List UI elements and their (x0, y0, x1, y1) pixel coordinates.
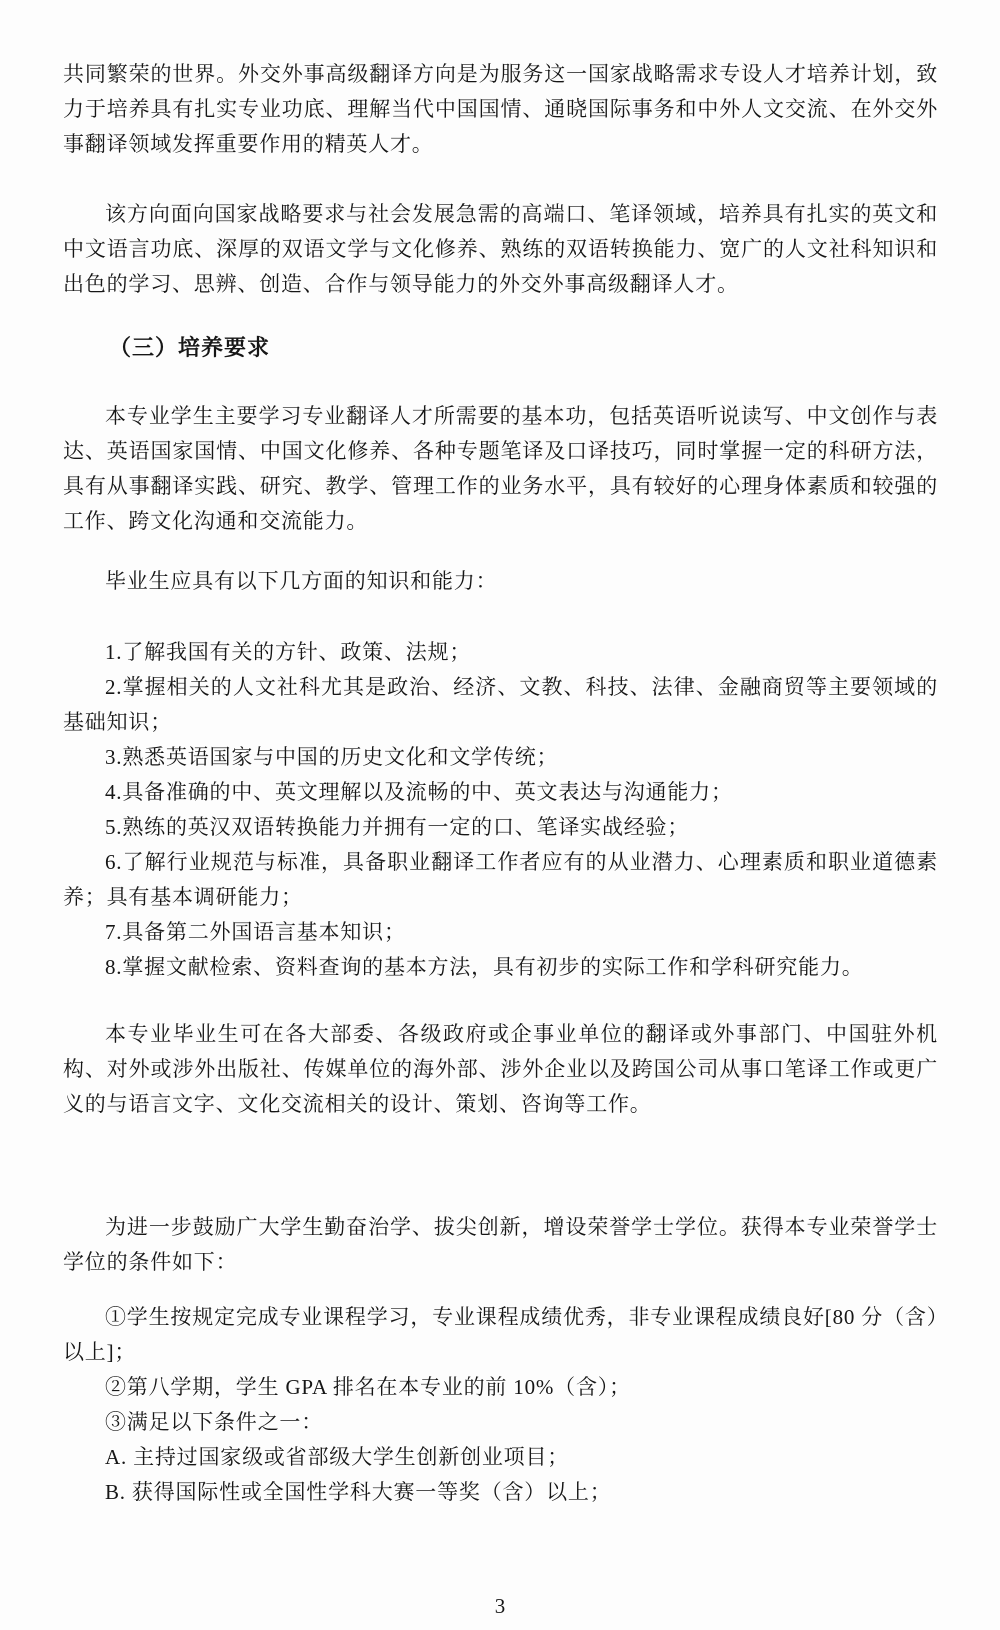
knowledge-ability-list (63, 635, 938, 985)
paragraph-training-foundation: 本专业学生主要学习专业翻译人才所需要的基本功，包括英语听说读写、中文创作与表达、英语国家国情、中国文化修养、各种专题笔译及口译技巧，同时掌握一定的科研方法，具有从事翻译实践、研究、教学、管理工作的业务水平，具有较好的心理身体素质和较强的工作、跨文化沟通和交流能力。 (63, 404, 938, 533)
paragraph-program-mission-continuation: 共同繁荣的世界。外交外事高级翻译方向是为服务这一国家战略需求专设人才培养计划，致力于培养具有扎实专业功底、理解当代中国国情、通晓国际事务和中外人文交流、在外交外事翻译领域发挥重要作用的精英人才。 (63, 62, 938, 156)
paragraph-honor-degree-intro: 为进一步鼓励广大学生勤奋治学、拔尖创新，增设荣誉学士学位。获得本专业荣誉学士学位的条件如下： (63, 1215, 938, 1274)
list-item-honor-condition-3a: A. 主持过国家级或省部级大学生创新创业项目； (105, 1445, 570, 1469)
list-item-requirement-2: 2.掌握相关的人文社科尤其是政治、经济、文教、科技、法律、金融商贸等主要领域的基础知识； (63, 675, 938, 734)
paragraph-program-direction: 该方向面向国家战略要求与社会发展急需的高端口、笔译领域，培养具有扎实的英文和中文语言功底、深厚的双语文学与文化修养、熟练的双语转换能力、宽广的人文社科知识和出色的学习、思辨、创造、合作与领导能力的外交外事高级翻译人才。 (63, 202, 938, 296)
page-number: 3 (494, 1594, 506, 1618)
list-item-requirement-6: 6.了解行业规范与标准，具备职业翻译工作者应有的从业潜力、心理素质和职业道德素养；具有基本调研能力； (63, 850, 938, 909)
list-item-honor-condition-2: ②第八学期，学生 GPA 排名在本专业的前 10%（含）； (105, 1375, 631, 1399)
list-item-requirement-7: 7.具备第二外国语言基本知识； (105, 920, 406, 944)
list-item-honor-condition-3: ③满足以下条件之一： (105, 1410, 323, 1434)
list-item-requirement-8: 8.掌握文献检索、资料查询的基本方法，具有初步的实际工作和学科研究能力。 (105, 955, 864, 979)
honor-degree-conditions-list (63, 1300, 938, 1510)
list-item-requirement-5: 5.熟练的英汉双语转换能力并拥有一定的口、笔译实战经验； (105, 815, 690, 839)
list-item-requirement-4: 4.具备准确的中、英文理解以及流畅的中、英文表达与沟通能力； (105, 780, 733, 804)
list-item-requirement-1: 1.了解我国有关的方针、政策、法规； (105, 640, 472, 664)
list-item-requirement-3: 3.熟悉英语国家与中国的历史文化和文学传统； (105, 745, 559, 769)
section-heading-training-requirements: （三）培养要求 (109, 335, 271, 360)
paragraph-graduate-abilities-intro: 毕业生应具有以下几方面的知识和能力： (105, 569, 498, 593)
paragraph-career-prospects: 本专业毕业生可在各大部委、各级政府或企事业单位的翻译或外事部门、中国驻外机构、对外或涉外出版社、传媒单位的海外部、涉外企业以及跨国公司从事口笔译工作或更广义的与语言文字、文化交流相关的设计、策划、咨询等工作。 (63, 1022, 938, 1116)
list-item-honor-condition-3b: B. 获得国际性或全国性学科大赛一等奖（含）以上； (105, 1480, 612, 1504)
list-item-honor-condition-1: ①学生按规定完成专业课程学习，专业课程成绩优秀，非专业课程成绩良好[80 分（含）以上]； (63, 1305, 938, 1364)
